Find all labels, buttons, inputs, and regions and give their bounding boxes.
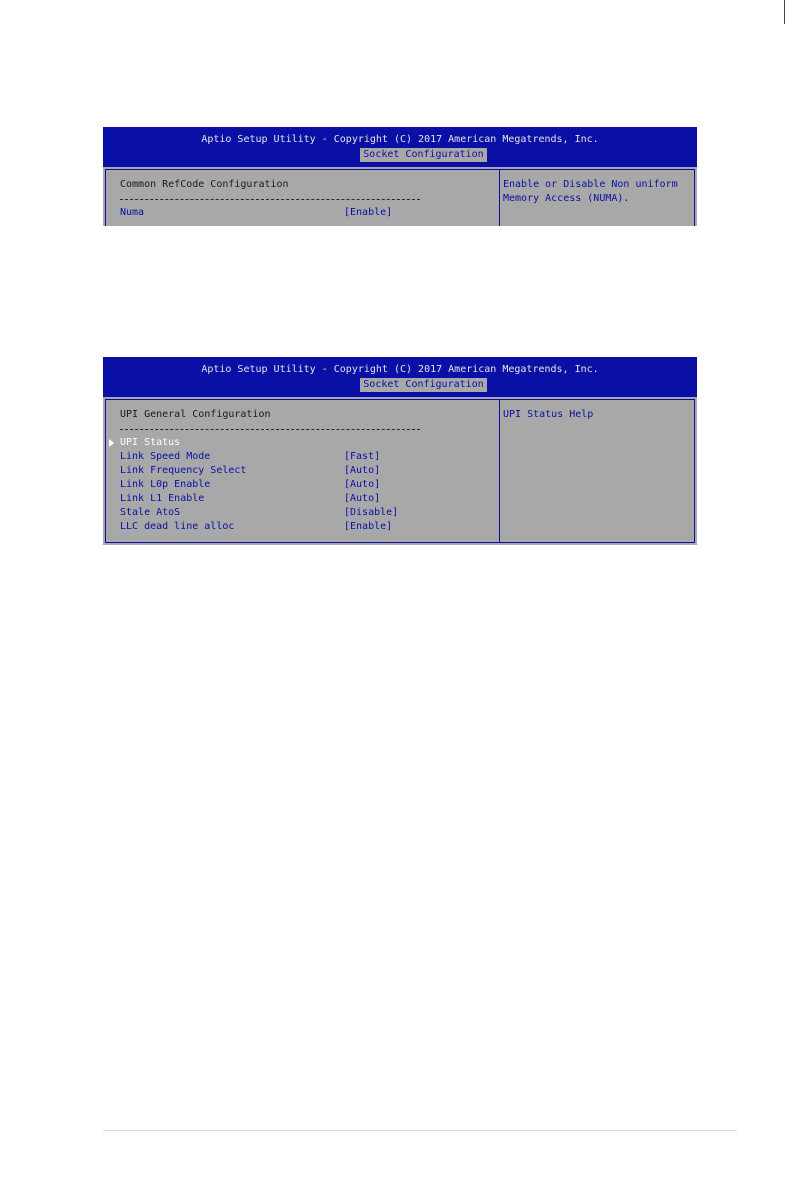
help-text: Enable or Disable Non uniform Memory Access (NUMA). bbox=[503, 179, 678, 204]
setting-row-link-frequency-select[interactable] bbox=[120, 464, 480, 478]
setting-value[interactable]: [Disable] bbox=[344, 507, 399, 518]
settings-pane bbox=[105, 399, 500, 543]
page-edge-marker bbox=[784, 0, 785, 24]
setting-label: Link Frequency Select bbox=[120, 465, 247, 476]
setting-row-numa[interactable] bbox=[120, 206, 480, 220]
setting-label: Numa bbox=[120, 207, 145, 218]
setting-row-llc-dead-line-alloc[interactable] bbox=[120, 520, 480, 534]
section-divider bbox=[120, 429, 420, 430]
setting-value[interactable]: [Auto] bbox=[344, 479, 381, 490]
bios-title: Aptio Setup Utility - Copyright (C) 2017 American Megatrends, Inc. bbox=[201, 364, 599, 375]
setting-row-link-l0p-enable[interactable] bbox=[120, 478, 480, 492]
submenu-upi-status[interactable] bbox=[120, 436, 480, 450]
help-pane bbox=[500, 169, 695, 226]
bios-header bbox=[103, 357, 697, 395]
section-heading: Common RefCode Configuration bbox=[120, 179, 289, 190]
bios-screen-upi-general bbox=[103, 357, 697, 545]
bios-header bbox=[103, 127, 697, 165]
setting-label: Link L0p Enable bbox=[120, 479, 211, 490]
help-pane bbox=[500, 399, 695, 543]
bios-body bbox=[103, 395, 697, 545]
setting-label: UPI Status bbox=[120, 437, 181, 448]
footer-rule bbox=[103, 1130, 737, 1131]
setting-label: Link L1 Enable bbox=[120, 493, 205, 504]
setting-row-link-speed-mode[interactable] bbox=[120, 450, 480, 464]
setting-value[interactable]: [Auto] bbox=[344, 465, 381, 476]
setting-row-stale-atos[interactable] bbox=[120, 506, 480, 520]
bios-screen-common-refcode bbox=[103, 127, 697, 226]
setting-label: Stale AtoS bbox=[120, 507, 181, 518]
setting-label: Link Speed Mode bbox=[120, 451, 211, 462]
tab-socket-configuration[interactable]: Socket Configuration bbox=[360, 148, 487, 162]
setting-value[interactable]: [Auto] bbox=[344, 493, 381, 504]
setting-label: LLC dead line alloc bbox=[120, 521, 235, 532]
setting-value[interactable]: [Enable] bbox=[344, 521, 393, 532]
setting-row-link-l1-enable[interactable] bbox=[120, 492, 480, 506]
submenu-arrow-icon bbox=[109, 439, 114, 447]
section-divider bbox=[120, 199, 420, 200]
setting-value[interactable]: [Fast] bbox=[344, 451, 381, 462]
tab-socket-configuration[interactable]: Socket Configuration bbox=[360, 378, 487, 392]
setting-value[interactable]: [Enable] bbox=[344, 207, 393, 218]
help-text: UPI Status Help bbox=[503, 409, 594, 420]
settings-pane bbox=[105, 169, 500, 226]
bios-title: Aptio Setup Utility - Copyright (C) 2017 American Megatrends, Inc. bbox=[201, 134, 599, 145]
bios-body bbox=[103, 165, 697, 226]
section-heading: UPI General Configuration bbox=[120, 409, 271, 420]
